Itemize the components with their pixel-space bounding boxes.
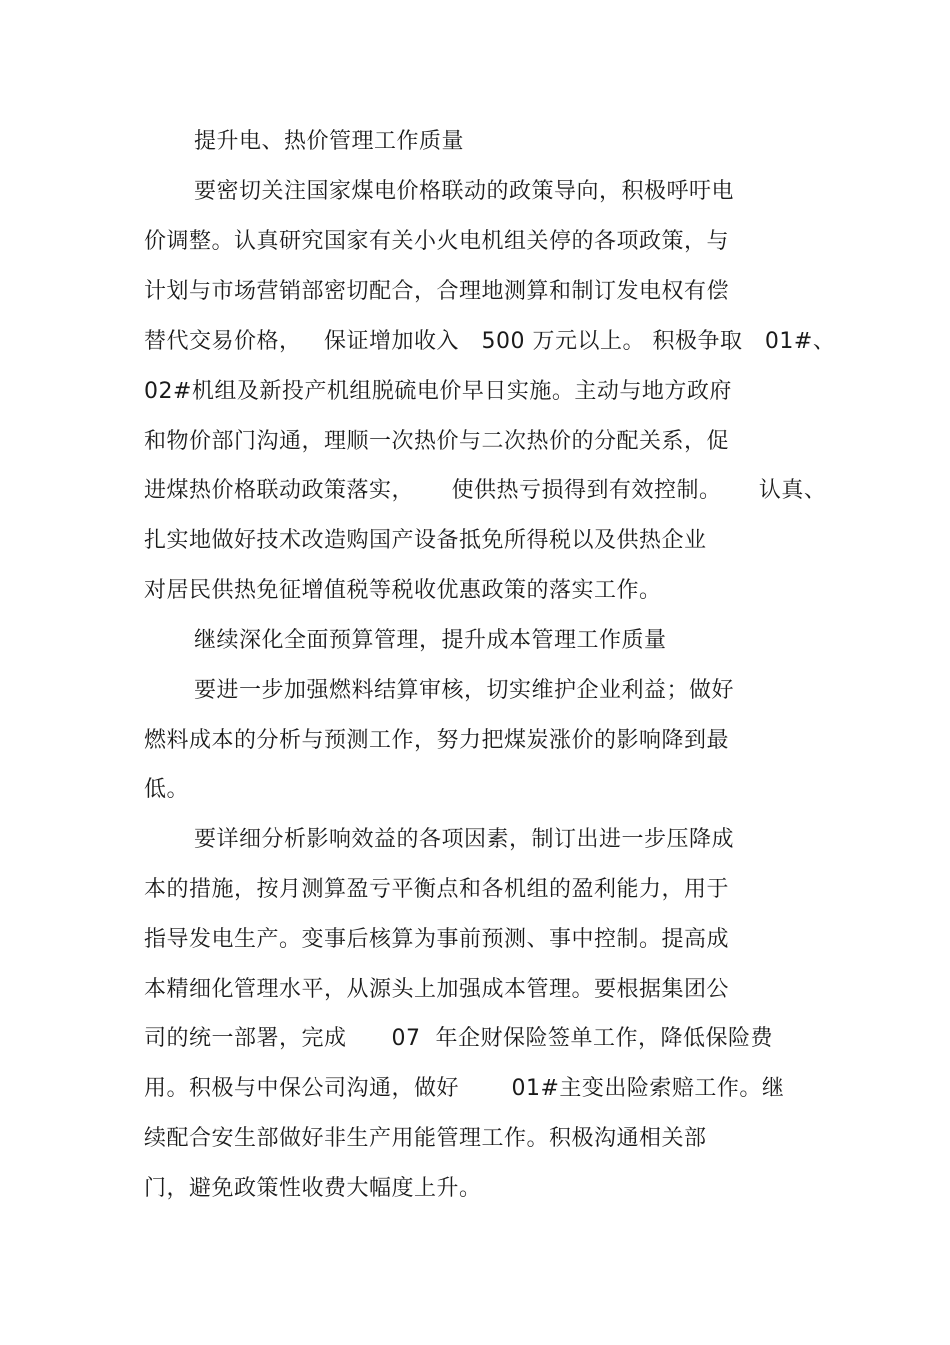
paragraph-line: 和物价部门沟通，理顺一次热价与二次热价的分配关系，促 bbox=[144, 429, 730, 454]
paragraph-line: 指导发电生产。变事后核算为事前预测、事中控制。提高成 bbox=[144, 927, 730, 952]
section-heading-pricing: 提升电、热价管理工作质量 bbox=[194, 129, 465, 154]
paragraph-line: 门，避免政策性收费大幅度上升。 bbox=[144, 1176, 482, 1201]
paragraph-line: 司的统一部署，完成 07 年企财保险签单工作，降低保险费 bbox=[144, 1026, 773, 1051]
paragraph-line: 本精细化管理水平，从源头上加强成本管理。要根据集团公 bbox=[144, 977, 730, 1002]
paragraph-line: 用。积极与中保公司沟通，做好 01#主变出险索赔工作。继 bbox=[144, 1076, 785, 1101]
section-heading-budget: 继续深化全面预算管理，提升成本管理工作质量 bbox=[194, 628, 667, 653]
paragraph-line: 价调整。认真研究国家有关小火电机组关停的各项政策，与 bbox=[144, 229, 730, 254]
paragraph-line: 计划与市场营销部密切配合，合理地测算和制订发电权有偿 bbox=[144, 279, 730, 304]
paragraph-line: 扎实地做好技术改造购国产设备抵免所得税以及供热企业 bbox=[144, 528, 707, 553]
paragraph-line: 燃料成本的分析与预测工作，努力把煤炭涨价的影响降到最 bbox=[144, 728, 730, 753]
paragraph-line: 本的措施，按月测算盈亏平衡点和各机组的盈利能力，用于 bbox=[144, 877, 730, 902]
paragraph-line: 要详细分析影响效益的各项因素，制订出进一步压降成 bbox=[194, 827, 735, 852]
paragraph-line: 续配合安生部做好非生产用能管理工作。积极沟通相关部 bbox=[144, 1126, 707, 1151]
paragraph-line: 低。 bbox=[144, 777, 190, 802]
paragraph-line: 对居民供热免征增值税等税收优惠政策的落实工作。 bbox=[144, 578, 662, 603]
paragraph-line: 要进一步加强燃料结算审核，切实维护企业利益；做好 bbox=[194, 678, 735, 703]
paragraph-line: 要密切关注国家煤电价格联动的政策导向，积极呼吁电 bbox=[194, 179, 735, 204]
paragraph-line: 02#机组及新投产机组脱硫电价早日实施。主动与地方政府 bbox=[144, 379, 732, 404]
paragraph-line: 替代交易价格， 保证增加收入 500 万元以上。 积极争取 01#、 bbox=[144, 329, 836, 354]
paragraph-line: 进煤热价格联动政策落实， 使供热亏损得到有效控制。 认真、 bbox=[144, 478, 827, 503]
